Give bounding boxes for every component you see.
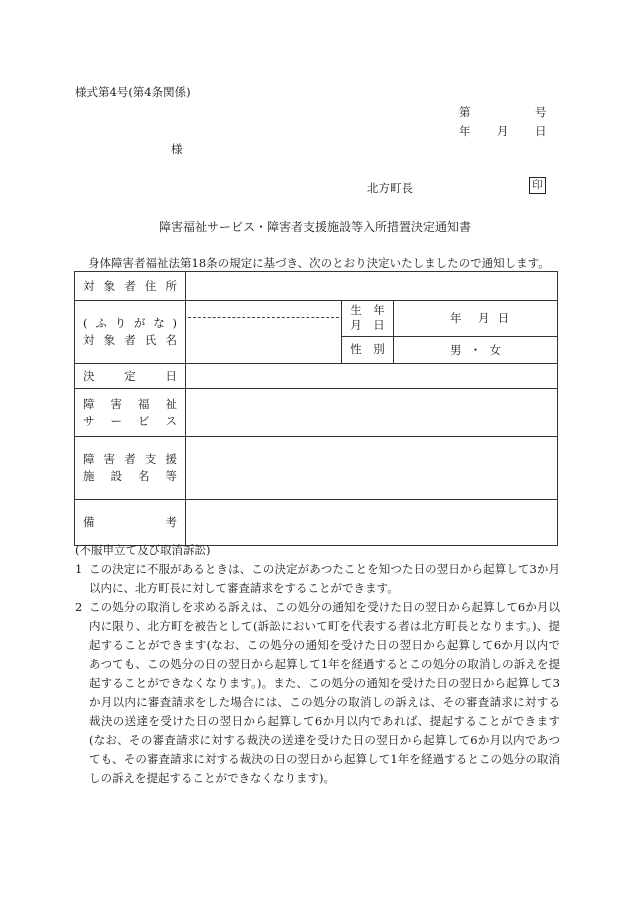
label-char: 設 [110, 469, 122, 483]
name-value[interactable] [186, 301, 342, 364]
label-char: ふ [95, 316, 107, 330]
service-label-1 [83, 396, 177, 413]
row-service [75, 389, 558, 437]
facility-label-2 [83, 468, 177, 485]
label-char: 対 [83, 333, 95, 347]
name-label [83, 332, 177, 349]
notes-heading: (不服申立て及び取消訴訟) [75, 543, 211, 557]
birth-day: 日 [497, 311, 510, 326]
label-char: ( [83, 316, 88, 330]
facility-label-1 [83, 451, 177, 468]
row-facility [75, 437, 558, 500]
note-number: 1 [75, 562, 83, 576]
birth-value[interactable] [394, 301, 558, 337]
date-month: 月 [497, 124, 509, 138]
label-char: 支 [144, 452, 157, 466]
label-char: 障 [83, 452, 95, 466]
appeal-notes [75, 541, 560, 788]
sex-female: 女 [489, 342, 501, 357]
label-char: ビ [138, 413, 150, 428]
number-prefix: 第 [459, 105, 471, 119]
furigana-divider [188, 317, 339, 318]
remarks-label-cell [75, 500, 186, 546]
date-year: 年 [459, 124, 471, 138]
name-label-cell [75, 301, 186, 364]
sex-male: 男 [450, 342, 462, 357]
note-text: この決定に不服があるときは、この決定があつたことを知つた日の翌日から起算して3か月以内に、北方町長に対して審査請求をすることができます。 [89, 562, 560, 595]
note-item [75, 598, 560, 788]
document-number-line [459, 104, 547, 120]
note-item [75, 560, 560, 598]
label-char: 対 [83, 278, 95, 293]
birth-label-cell [342, 301, 394, 337]
label-char: 象 [103, 333, 116, 347]
label-char: 祉 [165, 396, 177, 411]
label-char: 等 [165, 469, 177, 483]
intro-text: 身体障害者福祉法第18条の規定に基づき、次のとおり決定いたしましたので通知します。 [88, 256, 550, 270]
label-char: 考 [165, 515, 177, 529]
label-char: 障 [83, 396, 95, 411]
row-name-top [75, 301, 558, 337]
issuer-name: 北方町長 [367, 181, 413, 195]
service-label-cell [75, 389, 186, 437]
label-char: 象 [103, 278, 116, 293]
label-char: 者 [124, 452, 136, 466]
label-char: な [153, 316, 165, 330]
row-remarks [75, 500, 558, 546]
seal-mark: 印 [529, 177, 546, 194]
label-char: 名 [138, 469, 150, 483]
label-char: 名 [165, 333, 177, 347]
birth-label-2: 月 日 [350, 318, 385, 333]
birth-year: 年 [450, 311, 462, 326]
label-char: 害 [103, 452, 116, 466]
decision-date-label-cell [75, 364, 186, 389]
label-char: が [133, 316, 146, 330]
addressee-suffix: 様 [171, 142, 183, 156]
label-char: ー [110, 413, 122, 428]
birth-label-1: 生 年 [350, 303, 385, 318]
issue-date-line [459, 123, 547, 139]
label-char: 者 [124, 333, 136, 347]
address-label-cell [75, 272, 186, 301]
label-char: 援 [165, 452, 177, 466]
note-text: この処分の取消しを求める訴えは、この処分の通知を受けた日の翌日から起算して6か月以内に限り、北方町を被告として(訴訟において町を代表する者は北方町長となります。)、提起することができます(なお、この処分の通知を受けた日の翌日から起算して6か月以内であつても、この処分の日の翌日から起算して1年を経過するとこの処分の取消しの訴えを提起することができなくなります。)。また、この処分の通知を受けた日の翌日から起算して3か月以内に審査請求をした場合には、この処分の取消しの訴えは、その審査請求に対する裁決の送達を受けた日の翌日から起算して6か月以内であれば、提起することができます(なお、その審査請求に対する裁決の送達を受けた日の翌日から起算して6か月以内であつても、その審査請求に対する裁決の日の翌日から起算して1年を経過するとこの処分の取消しの訴えを提起することができなくなります)。 [89, 600, 560, 785]
service-value[interactable] [186, 389, 558, 437]
service-label-2 [83, 413, 177, 430]
birth-month: 月 [478, 311, 490, 326]
label-char: 備 [83, 515, 95, 529]
facility-label-cell [75, 437, 186, 500]
row-decision-date [75, 364, 558, 389]
label-char: 住 [144, 278, 157, 293]
label-char: 福 [138, 396, 150, 411]
decision-date-label [83, 368, 177, 385]
document-title: 障害福祉サービス・障害者支援施設等入所措置決定通知書 [158, 220, 471, 234]
label-char: 決 [83, 368, 95, 383]
label-char: 所 [165, 278, 177, 293]
decision-date-value[interactable] [186, 364, 558, 389]
note-number: 2 [75, 600, 83, 614]
address-label [83, 278, 177, 295]
facility-value[interactable] [186, 437, 558, 500]
sex-value[interactable] [394, 336, 558, 363]
label-char: 定 [124, 368, 136, 383]
row-address [75, 272, 558, 301]
label-char: ) [172, 316, 177, 330]
remarks-label [83, 514, 177, 531]
address-value[interactable] [186, 272, 558, 301]
furigana-label [83, 315, 177, 332]
form-number: 様式第4号(第4条関係) [75, 85, 191, 99]
sex-separator: ・ [469, 342, 482, 357]
sex-label: 性 別 [342, 336, 394, 363]
notice-table [74, 271, 558, 546]
label-char: 害 [110, 396, 122, 411]
label-char: 日 [165, 368, 177, 383]
label-char: 氏 [144, 333, 157, 347]
label-char: 施 [83, 469, 95, 483]
date-day: 日 [535, 124, 547, 138]
label-char: サ [83, 413, 95, 428]
label-char: 者 [124, 278, 136, 293]
label-char: ス [165, 413, 177, 428]
label-char: り [114, 316, 127, 330]
remarks-value[interactable] [186, 500, 558, 546]
number-suffix: 号 [535, 105, 547, 119]
